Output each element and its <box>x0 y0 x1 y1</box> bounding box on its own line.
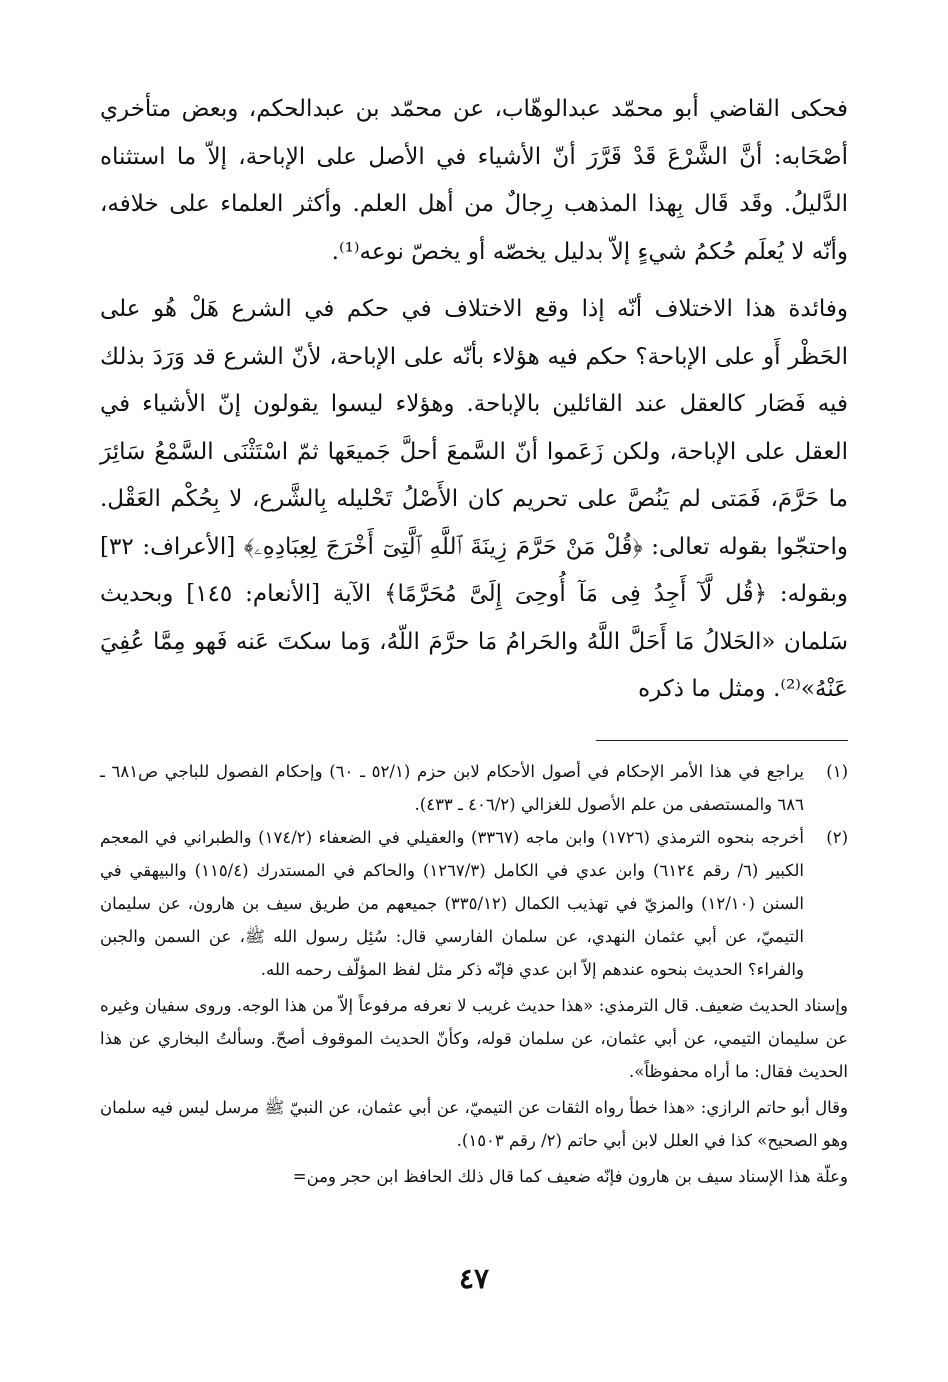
footnote-paragraph: أخرجه بنحوه الترمذي (١٧٢٦) وابن ماجه (٣٣٦٧) والعقيلي في الضعفاء (١٧٤/٢) والطبراني في المعجم الكبير (٦/ رقم ٦١٢٤) وابن عدي في الكامل (١٢٦٧/٣) والحاكم في المستدرك (١١٥/٤) والبيهقي في السنن (١٢/١٠) والمزيّ في تهذيب الكمال (٣٣٥/١٢) جميعهم من طريق سيف بن هارون، عن سليمان التيميّ، عن أبي عثمان النهدي، عن سلمان الفارسي قال: سُئِل رسول الله ﷺ، عن السمن والجبن والفراء؟ الحديث بنحوه عندهم إلاّ ابن عدي فإنّه ذكر مثل لفظ المؤلّف رحمه الله. <box>100 827 805 979</box>
footnote-paragraph: وقال أبو حاتم الرازي: «هذا خطأ رواه الثقات عن التيميّ، عن أبي عثمان، عن النبيّ ﷺ مرسل ليس فيه سلمان وهو الصحيح» كذا في العلل لابن أبي حاتم (٢/ رقم ١٥٠٣). <box>100 1097 848 1150</box>
footnote-body <box>100 755 804 821</box>
footnote-body <box>100 821 804 986</box>
page-number: ٤٧ <box>458 1262 490 1295</box>
main-text <box>100 86 848 714</box>
footnotes <box>100 755 848 1193</box>
footnote-separator <box>596 740 848 741</box>
footnote-continuation: وعلّة هذا الإسناد سيف بن هارون فإنّه ضعيف كما قال ذلك الحافظ ابن حجر ومن= <box>292 1166 848 1186</box>
main-paragraph-2: وفائدة هذا الاختلاف أنّه إذا وقع الاختلاف في حكم في الشرع هَلْ هُو على الحَظْر أَو على الإباحة؟ حكم فيه هؤلاء بأنّه على الإباحة، لأنّ الشرع قد وَرَدَ بذلك فيه فَصَار كالعقل عند القائلين بالإباحة. وهؤلاء ليسوا يقولون إنّ الأشياء في العقل على الإباحة، ولكن زَعَموا أنّ السَّمعَ أحلَّ جَميعَها ثمّ اسْتَثْنَى السَّمْعُ سَائِرَ ما حَرَّمَ، فَمَتى لم يَنُصَّ على تحريم كان الأَصْلُ تَحْليله بِالشَّرع، لا بِحُكْم العَقْل. واحتجّوا بقوله تعالى: ﴿قُلْ مَنْ حَرَّمَ زِينَةَ ٱللَّهِ ٱلَّتِىٓ أَخْرَجَ لِعِبَادِهِۦ﴾ [الأعراف: ٣٢] وبقوله: ﴿قُل لَّآ أَجِدُ فِى مَآ أُوحِىَ إِلَىَّ مُحَرَّمًا﴾ الآية [الأنعام: ١٤٥] وبحديث سَلمان «الحَلالُ مَا أَحَلَّ اللَّهُ والحَرامُ مَا حرَّمَ اللّهُ، وَما سكتَ عَنه فَهو مِمَّا عُفِيَ عَنْهُ»⁽²⁾. ومثل ما ذكره <box>100 296 849 702</box>
main-paragraph-1: فحكى القاضي أبو محمّد عبدالوهّاب، عن محمّد بن عبدالحكم، وبعض متأخري أصْحَابه: أنَّ الشَّرْعَ قَدْ قَرَّرَ أنّ الأشياء في الأصل على الإباحة، إلاّ ما استثناه الدَّليلُ. وقَد قَال بِهذا المذهب رِجالٌ من أهل العلم. وأكثر العلماء على خلافه، وأنّه لا يُعلَم حُكمُ شيءٍ إلاّ بدليل يخصّه أو يخصّ نوعه⁽¹⁾. <box>100 96 848 265</box>
footnote-number: (٢) <box>826 827 848 847</box>
footnote-2 <box>100 821 848 986</box>
footnote-1 <box>100 755 848 821</box>
footnote-paragraph: يراجع في هذا الأمر الإحكام في أصول الأحكام لابن حزم (٥٢/١ ـ ٦٠) وإحكام الفصول للباجي ص٦٨١ ـ ٦٨٦ والمستصفى من علم الأصول للغزالي (٤٠٦/٢ ـ ٤٣٣). <box>100 761 804 814</box>
footnote-number: (١) <box>826 761 848 781</box>
footnote-paragraph: وإسناد الحديث ضعيف. قال الترمذي: «هذا حديث غريب لا نعرفه مرفوعاً إلاّ من هذا الوجه. وروى سفيان وغيره عن سليمان التيمي، عن أبي عثمان، عن سلمان قوله، وكأنّ الحديث الموقوف أصحّ. وسألتُ البخاري عن هذا الحديث فقال: ما أراه محفوظاً». <box>100 995 848 1081</box>
